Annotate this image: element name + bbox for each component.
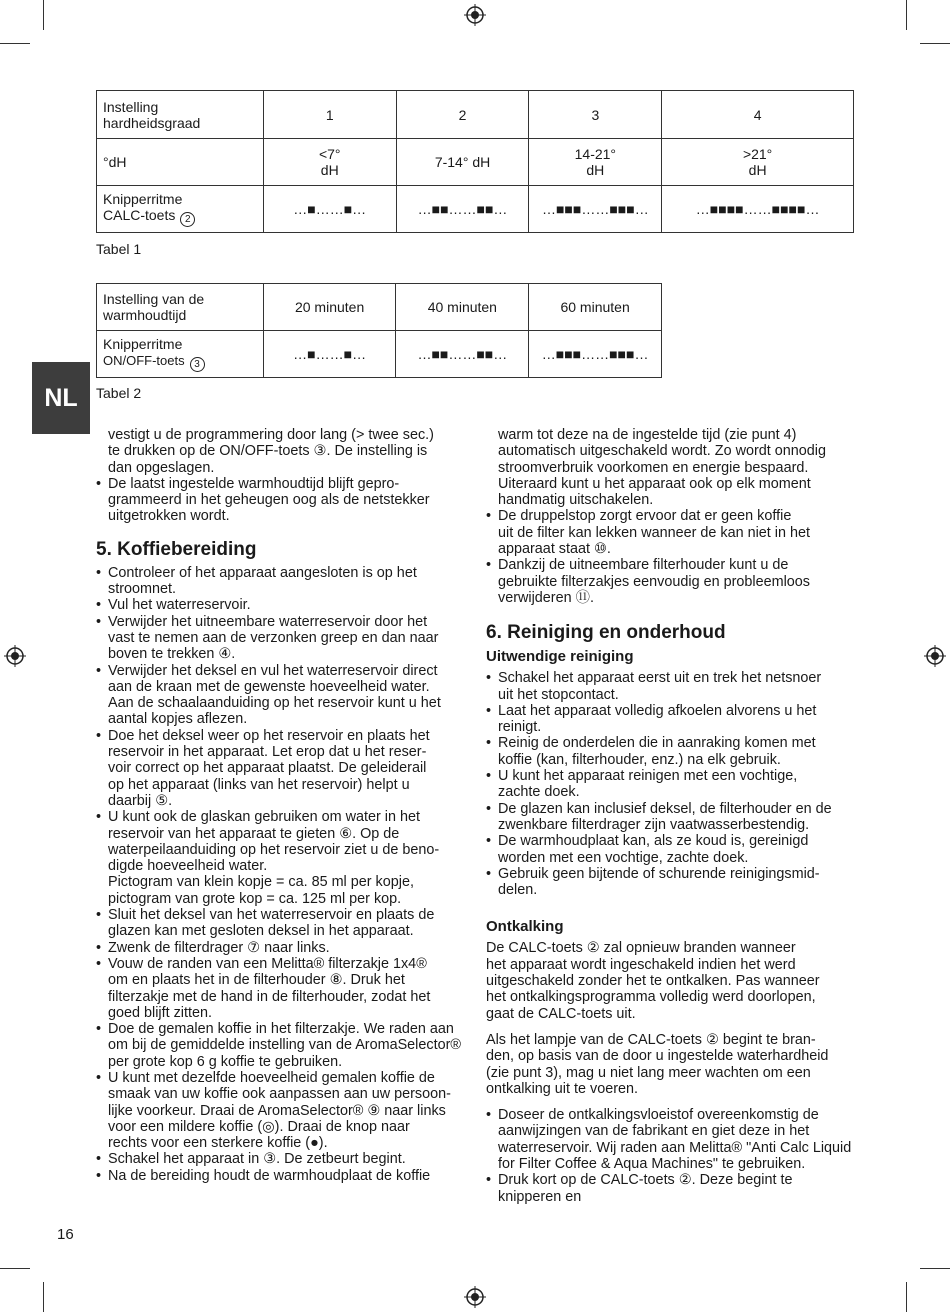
list-item (486, 735, 858, 768)
text-line: Druk kort op de CALC-toets ②. Deze begint te (498, 1172, 793, 1189)
text-line: for Filter Coffee & Aqua Machines" te gebruiken. (498, 1155, 806, 1172)
text-line: reservoir van het apparaat te gieten ⑥. Op de (108, 825, 400, 842)
crop-mark (906, 1282, 907, 1312)
text-line: uit het stopcontact. (498, 686, 619, 703)
list-item (486, 508, 858, 557)
text-line: voir correct op het apparaat plaatst. De geleiderail (108, 760, 427, 777)
right-column (486, 427, 858, 1205)
text-line: om bij de gemiddelde instelling van de AromaSelector® (108, 1037, 461, 1054)
text-line: ontkalking uit te voeren. (486, 1080, 638, 1097)
text-line: zwenkbare filterdrager zijn vaatwasserbestendig. (498, 816, 810, 833)
text-line: grammeerd in het geheugen oog als de netstekker (108, 492, 430, 509)
crop-mark (906, 0, 907, 30)
list-item (96, 663, 468, 728)
text-line: Sluit het deksel van het waterreservoir en plaats de (108, 907, 435, 924)
text-line: waterpeilaanduiding op het reservoir ziet u de beno- (108, 841, 440, 858)
list-item (486, 557, 858, 606)
text-line: Gebruik geen bijtende of schurende reinigingsmid- (498, 865, 820, 882)
text-line: (zie punt 3), mag u niet lang meer wachten om een (486, 1064, 811, 1081)
text-line: U kunt het apparaat reinigen met een vochtige, (498, 768, 798, 785)
text-line: Als het lampje van de CALC-toets ② begint te bran- (486, 1031, 816, 1048)
text-line: boven te trekken ④. (108, 646, 236, 663)
text-line: reinigt. (498, 719, 542, 736)
section-heading: 6. Reiniging en onderhoud (486, 622, 726, 644)
crop-mark (0, 43, 30, 44)
text-line: Verwijder het uitneembare waterreservoir door het (108, 613, 428, 630)
page-number: 16 (57, 1226, 74, 1243)
subheading: Uitwendige reiniging (486, 648, 634, 666)
table-caption: Tabel 1 (96, 241, 142, 257)
list-item (96, 940, 468, 956)
text-line: apparaat staat ⑩. (498, 541, 611, 558)
table-row: Knipperritme ON/OFF-toets 3 …■……■… …■■……■■… …■■■……■■■… (97, 331, 662, 378)
text-line: goed blijft zitten. (108, 1004, 212, 1021)
paragraph (486, 940, 858, 1021)
crop-mark (43, 1282, 44, 1312)
list-item (96, 1021, 468, 1070)
continued-paragraph (486, 427, 858, 508)
text-line: De warmhoudplaat kan, als ze koud is, gereinigd (498, 833, 809, 850)
text-line: uit de filter kan lekken wanneer de kan niet in het (498, 524, 810, 541)
list-item (96, 1070, 468, 1151)
language-tab: NL (32, 362, 90, 434)
list-item (96, 728, 468, 809)
text-line: automatisch uitgeschakeld wordt. Zo wordt onnodig (498, 443, 826, 460)
bullet-list (96, 476, 468, 525)
text-line: het apparaat wordt ingeschakeld indien het werd (486, 956, 796, 973)
text-line: digde hoeveelheid water. (108, 858, 268, 875)
text-line: stroomnet. (108, 581, 176, 598)
crop-mark (920, 1268, 950, 1269)
list-item (486, 1107, 858, 1172)
bullet-list (96, 565, 468, 1184)
table-row: °dH <7° dH 7-14° dH 14-21° dH >21° dH (97, 139, 854, 186)
registration-mark-icon (924, 645, 946, 667)
table-row: Instelling van de warmhoudtijd 20 minuten 40 minuten 60 minuten (97, 284, 662, 331)
text-line: verwijderen ⑪. (498, 589, 594, 606)
list-item (96, 956, 468, 1021)
registration-mark-icon (4, 645, 26, 667)
hardness-table (96, 90, 854, 233)
bullet-list (486, 670, 858, 898)
text-line: aan de kraan met de gewenste hoeveelheid water. (108, 678, 430, 695)
text-line: Uiteraard kunt u het apparaat ook op elk moment (498, 475, 811, 492)
text-line: zachte doek. (498, 784, 580, 801)
text-line: delen. (498, 882, 538, 899)
list-item (96, 907, 468, 940)
intro-paragraph (96, 427, 468, 476)
text-line: Doe het deksel weer op het reservoir en plaats het (108, 727, 430, 744)
text-line: daarbij ⑤. (108, 792, 173, 809)
text-line: knipperen en (498, 1188, 582, 1205)
text-line: De druppelstop zorgt ervoor dat er geen koffie (498, 508, 792, 525)
text-line: stroomverbruik voorkomen en energie bespaard. (498, 459, 809, 476)
text-line: warm tot deze na de ingestelde tijd (zie punt 4) (498, 427, 797, 443)
text-line: Reinig de onderdelen die in aanraking komen met (498, 735, 816, 752)
list-item (486, 866, 858, 899)
text-line: pictogram van grote kop = ca. 125 ml per kop. (108, 890, 402, 907)
text-line: U kunt met dezelfde hoeveelheid gemalen koffie de (108, 1069, 435, 1086)
text-line: dan opgeslagen. (108, 459, 215, 476)
table-caption: Tabel 2 (96, 385, 142, 401)
text-line: uitgetrokken wordt. (108, 508, 230, 525)
text-line: smaak van uw koffie ook aanpassen aan uw persoon- (108, 1086, 451, 1103)
registration-mark-icon (464, 1286, 486, 1308)
text-line: De glazen kan inclusief deksel, de filterhouder en de (498, 800, 832, 817)
text-line: De CALC-toets ② zal opnieuw branden wanneer (486, 940, 796, 957)
text-line: Na de bereiding houdt de warmhoudplaat de koffie (108, 1167, 431, 1184)
table-row: Instelling hardheidsgraad 1 2 3 4 (97, 91, 854, 139)
text-line: Pictogram van klein kopje = ca. 85 ml per kopje, (108, 874, 414, 891)
list-item (486, 670, 858, 703)
list-item (486, 801, 858, 834)
text-line: per grote kop 6 g koffie te gebruiken. (108, 1053, 343, 1070)
text-line: Vouw de randen van een Melitta® filterzakje 1x4® (108, 955, 427, 972)
text-line: Aan de schaalaanduiding op het reservoir kunt u het (108, 695, 441, 712)
list-item (486, 703, 858, 736)
text-line: Dankzij de uitneembare filterhouder kunt u de (498, 557, 789, 574)
text-line: Laat het apparaat volledig afkoelen alvorens u het (498, 702, 817, 719)
text-line: gebruikte filterzakjes eenvoudig en probleemloos (498, 573, 810, 590)
paragraph (486, 1032, 858, 1097)
crop-mark (920, 43, 950, 44)
text-line: filterzakje met de hand in de filterhouder, zodat het (108, 988, 431, 1005)
text-line: worden met een vochtige, zachte doek. (498, 849, 749, 866)
text-line: voor een mildere koffie (◎). Draai de knop naar (108, 1118, 410, 1135)
text-line: Doe de gemalen koffie in het filterzakje. We raden aan (108, 1021, 454, 1038)
text-line: handmatig uitschakelen. (498, 492, 654, 509)
list-item (96, 809, 468, 907)
text-line: Schakel het apparaat in ③. De zetbeurt begint. (108, 1151, 406, 1168)
text-line: koffie (kan, filterhouder, enz.) na elk gebruik. (498, 751, 781, 768)
text-line: Verwijder het deksel en vul het waterreservoir direct (108, 662, 438, 679)
text-line: lijke voorkeur. Draai de AromaSelector® ⑨ naar links (108, 1102, 446, 1119)
list-item (96, 1151, 468, 1167)
text-line: aanwijzingen van de fabrikant en giet deze in het (498, 1123, 810, 1140)
text-line: rechts voor een sterkere koffie (●). (108, 1135, 328, 1152)
text-line: vast te nemen aan de verzonken greep en dan naar (108, 629, 439, 646)
text-line: De laatst ingestelde warmhoudtijd blijft gepro- (108, 475, 400, 492)
crop-mark (0, 1268, 30, 1269)
text-line: Vul het waterreservoir. (108, 597, 251, 614)
left-column (96, 427, 468, 1184)
text-line: te drukken op de ON/OFF-toets ③. De instelling is (108, 443, 428, 460)
text-line: op het apparaat (links van het reservoir) helpt u (108, 776, 410, 793)
text-line: uitgeschakeld zonder het te ontkalken. Pas wanneer (486, 973, 820, 990)
text-line: glazen kan met gesloten deksel in het apparaat. (108, 923, 414, 940)
text-line: waterreservoir. Wij raden aan Melitta® "Anti Calc Liquid (498, 1139, 852, 1156)
table-row: Knipperritme CALC-toets 2 …■……■… …■■……■■… …■■■……■■■… …■■■■……■■■■… (97, 186, 854, 233)
list-item (96, 614, 468, 663)
text-line: gaat de CALC-toets uit. (486, 1005, 636, 1022)
list-item (96, 597, 468, 613)
text-line: U kunt ook de glaskan gebruiken om water in het (108, 809, 420, 826)
list-item (96, 565, 468, 598)
bullet-list (486, 508, 858, 606)
text-line: Doseer de ontkalkingsvloeistof overeenkomstig de (498, 1107, 819, 1124)
text-line: Controleer of het apparaat aangesloten is op het (108, 564, 417, 581)
text-line: het ontkalkingsprogramma volledig werd doorlopen, (486, 989, 816, 1006)
list-item (96, 476, 468, 525)
list-item (486, 768, 858, 801)
text-line: om en plaats het in de filterhouder ⑧. Druk het (108, 972, 405, 989)
text-line: den, op basis van de door u ingestelde waterhardheid (486, 1048, 829, 1065)
registration-mark-icon (464, 4, 486, 26)
list-item (486, 833, 858, 866)
text-line: aantal kopjes aflezen. (108, 711, 248, 728)
keep-warm-table (96, 283, 662, 378)
text-line: Schakel het apparaat eerst uit en trek het netsnoer (498, 670, 822, 687)
text-line: vestigt u de programmering door lang (> twee sec.) (108, 427, 434, 443)
subheading: Ontkalking (486, 918, 564, 936)
crop-mark (43, 0, 44, 30)
text-line: Zwenk de filterdrager ⑦ naar links. (108, 939, 330, 956)
list-item (486, 1172, 858, 1205)
text-line: reservoir in het apparaat. Let erop dat u het reser- (108, 744, 427, 761)
list-item (96, 1168, 468, 1184)
section-heading: 5. Koffiebereiding (96, 538, 257, 560)
bullet-list (486, 1107, 858, 1205)
